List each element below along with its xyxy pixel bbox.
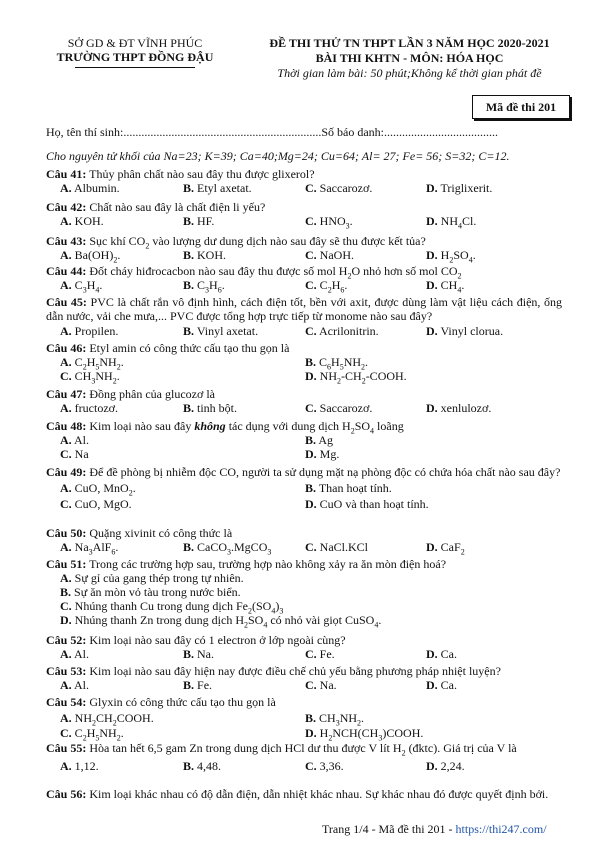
footer-link[interactable]: https://thi247.com/: [455, 822, 547, 836]
option-c[interactable]: C. NaOH.: [305, 248, 354, 262]
question-number: Câu 53:: [46, 664, 87, 678]
option-b[interactable]: B. Than hoạt tính.: [305, 481, 392, 495]
options-row: [46, 181, 562, 195]
option-c[interactable]: C. Acrilonitrin.: [305, 324, 379, 338]
question-52: [46, 633, 562, 661]
option-c[interactable]: C. Saccarozơ.: [305, 181, 373, 195]
options-row: [46, 711, 562, 728]
question-number: Câu 41:: [46, 167, 87, 181]
question-45: [46, 295, 562, 338]
question-number: Câu 48:: [46, 419, 87, 433]
option-b[interactable]: B. tinh bột.: [183, 401, 238, 415]
question-number: Câu 47:: [46, 387, 87, 401]
option-c[interactable]: C. Na: [60, 447, 89, 461]
option-b[interactable]: B. KOH.: [183, 248, 227, 262]
options-row: [46, 433, 562, 447]
option-b[interactable]: B. Ag: [305, 433, 334, 447]
atomic-masses: Cho nguyên tử khối của Na=23; K=39; Ca=40;Mg=24; Cu=64; Al= 27; Fe= 56; S=32; C=12.: [46, 149, 510, 163]
option-d[interactable]: D. xenlulozơ.: [426, 401, 492, 415]
question-text: PVC là chất rắn vô định hình, cách điện tốt, bền với axit, được dùng làm vật liệu cách điện, ống dẫn nước, vải che mưa,... PVC được tổng hợp trực tiếp từ monome nào sau đây?: [46, 295, 563, 323]
option-d[interactable]: D. Ca.: [426, 678, 458, 692]
question-number: Câu 49:: [46, 465, 87, 479]
option-a[interactable]: A. $Ba(OH)_2$.: [60, 248, 121, 265]
option-a[interactable]: A. $Na_3AlF_6$.: [60, 540, 119, 557]
option-a[interactable]: A. $NH_2CH_2COOH$.: [60, 711, 154, 728]
option-b[interactable]: B. Vinyl axetat.: [183, 324, 259, 338]
option-a[interactable]: A. 1,12.: [60, 759, 99, 773]
option-d[interactable]: D. $CH_4$.: [426, 278, 465, 295]
option-b[interactable]: B. $CH_3NH_2$.: [305, 711, 365, 728]
option-c[interactable]: C. NaCl.KCl: [305, 540, 369, 554]
exam-title: ĐỀ THI THỬ TN THPT LẦN 3 NĂM HỌC 2020-2021: [269, 36, 550, 50]
question-44: [46, 264, 562, 295]
options-row: [46, 647, 562, 661]
question-51: [46, 557, 562, 630]
question-text: Quặng xivinit có công thức là: [89, 526, 233, 540]
question-number: Câu 42:: [46, 200, 87, 214]
question-text: Để đề phòng bị nhiễm độc CO, người ta sử dụng mặt nạ phòng độc có chứa hóa chất nào sau đây?: [89, 465, 561, 479]
options-row: [46, 355, 562, 372]
options-row: [46, 678, 562, 692]
option-a[interactable]: A. fructozơ.: [60, 401, 118, 415]
option-d[interactable]: D. Mg.: [305, 447, 340, 461]
option-b[interactable]: B. Na.: [183, 647, 215, 661]
option-a[interactable]: A. Al.: [60, 433, 90, 447]
question-text: Glyxin có công thức cấu tạo thu gọn là: [89, 695, 276, 709]
option-d[interactable]: D. $H_2SO_4$.: [426, 248, 476, 265]
options-row: [46, 447, 562, 461]
option-d[interactable]: D. Nhúng thanh Zn trong dung dịch $H_2SO_4$ có nhỏ vài giọt CuSO$_4$.: [60, 613, 382, 630]
footer-page-info: Trang 1/4 - Mã đề thi 201 -: [322, 822, 456, 836]
option-d[interactable]: D. $NH_2-CH_2$-COOH.: [305, 369, 407, 386]
question-49: [46, 465, 562, 511]
option-d[interactable]: D. $NH_4Cl$.: [426, 214, 477, 231]
question-number: Câu 44:: [46, 264, 87, 278]
options-row: [46, 481, 562, 498]
option-a[interactable]: A. Propilen.: [60, 324, 119, 338]
option-c[interactable]: C. 3,36.: [305, 759, 344, 773]
options-row: [46, 401, 562, 415]
option-a[interactable]: A. CuO, MnO$_2$.: [60, 481, 136, 498]
question-text: Kim loại nào sau đây không tác dụng với dung dịch $H_2SO_4$ loãng: [89, 419, 404, 436]
option-a[interactable]: A. Al.: [60, 647, 90, 661]
option-c[interactable]: C. Fe.: [305, 647, 335, 661]
option-b[interactable]: B. 4,48.: [183, 759, 222, 773]
question-number: Câu 43:: [46, 234, 87, 248]
option-b[interactable]: B. HF.: [183, 214, 215, 228]
option-d[interactable]: D. Ca.: [426, 647, 458, 661]
option-a[interactable]: A. Sự gỉ của gang thép trong tự nhiên.: [60, 571, 244, 585]
option-d[interactable]: D. CuO và than hoạt tính.: [305, 497, 429, 511]
question-number: Câu 45:: [46, 295, 87, 309]
header-underline: [75, 67, 195, 68]
option-b[interactable]: B. Sự ăn mòn vỏ tàu trong nước biển.: [60, 585, 241, 599]
option-c[interactable]: C. $C_2H_5NH_2$.: [60, 726, 124, 743]
question-text: Đốt cháy hiđrocacbon nào sau đây thu được số mol $H_2O$ nhỏ hơn số mol $CO_2$: [89, 264, 462, 281]
candidate-name-field: Họ, tên thí sinh:..................................................................: [46, 125, 322, 139]
header-right: [232, 36, 587, 81]
question-text: Kim loại khác nhau có độ dẫn điện, dẫn nhiệt khác nhau. Sự khác nhau đó được quyết định bởi.: [89, 787, 549, 801]
question-48: [46, 419, 562, 461]
question-47: [46, 387, 562, 415]
question-42: [46, 200, 562, 231]
option-a[interactable]: A. Albumin.: [60, 181, 120, 195]
school-name: TRƯỜNG THPT ĐỒNG ĐẬU: [56, 50, 214, 64]
candidate-info: [46, 125, 498, 140]
option-b[interactable]: B. Fe.: [183, 678, 213, 692]
question-55: [46, 741, 562, 773]
options-row: [46, 540, 562, 557]
option-d[interactable]: D. Vinyl clorua.: [426, 324, 504, 338]
question-50: [46, 526, 562, 557]
options-row: [46, 726, 562, 743]
question-number: Câu 50:: [46, 526, 87, 540]
question-number: Câu 51:: [46, 557, 87, 571]
question-text: Hòa tan hết 6,5 gam Zn trong dung dịch HCl dư thu được V lít $H_2$ (đktc). Giá trị của V là: [89, 741, 517, 758]
option-c[interactable]: C. CuO, MgO.: [60, 497, 132, 511]
exam-time: Thời gian làm bài: 50 phút;Không kể thời gian phát đề: [277, 66, 542, 80]
options-row: [46, 759, 562, 773]
option-a[interactable]: A. $C_3H_4$.: [60, 278, 103, 295]
option-d[interactable]: D. 2,24.: [426, 759, 465, 773]
option-d[interactable]: D. CaF$_2$: [426, 540, 465, 557]
question-56: [46, 787, 562, 801]
exam-subject: BÀI THI KHTN - MÔN: HÓA HỌC: [315, 51, 504, 65]
option-b[interactable]: B. Etyl axetat.: [183, 181, 252, 195]
option-a[interactable]: A. Al.: [60, 678, 90, 692]
exam-code-box: Mã đề thi 201: [472, 95, 570, 119]
option-c[interactable]: C. $HNO_3$.: [305, 214, 353, 231]
question-number: Câu 55:: [46, 741, 87, 755]
question-number: Câu 54:: [46, 695, 87, 709]
options-row: [46, 324, 562, 338]
option-a[interactable]: A. KOH.: [60, 214, 104, 228]
question-number: Câu 56:: [46, 787, 87, 801]
option-d[interactable]: D. Triglixerit.: [426, 181, 493, 195]
question-text: Thủy phân chất nào sau đây thu được glixerol?: [89, 167, 315, 181]
options-row: [46, 248, 562, 265]
question-text: Kim loại nào sau đây hiện nay được điều chế chủ yếu bằng phương pháp nhiệt luyện?: [89, 664, 501, 678]
question-43: [46, 234, 562, 265]
option-c[interactable]: C. Nhúng thanh Cu trong dung dịch $Fe_2(SO_4)_3$: [60, 599, 284, 616]
header-left: [40, 36, 230, 68]
question-text: Trong các trường hợp sau, trường hợp nào không xảy ra ăn mòn điện hoá?: [89, 557, 447, 571]
options-row: [46, 278, 562, 295]
option-b[interactable]: B. CaCO$_3$.MgCO$_3$: [183, 540, 272, 557]
options-row: [46, 369, 562, 386]
page-footer: [322, 822, 547, 837]
question-number: Câu 52:: [46, 633, 87, 647]
option-c[interactable]: C. Saccarozơ.: [305, 401, 373, 415]
question-41: [46, 167, 562, 195]
option-b[interactable]: B. $C_3H_6$.: [183, 278, 225, 295]
department-name: SỞ GD & ĐT VĨNH PHÚC: [67, 36, 203, 50]
option-c[interactable]: C. Na.: [305, 678, 337, 692]
options-row: [46, 214, 562, 231]
question-54: [46, 695, 562, 743]
question-text: Chất nào sau đây là chất điện li yếu?: [89, 200, 266, 214]
option-c[interactable]: C. $CH_3NH_2$.: [60, 369, 120, 386]
option-a[interactable]: A. $C_2H_5NH_2$.: [60, 355, 124, 372]
candidate-id-field: Số báo danh:......................................: [321, 125, 499, 139]
question-text: Đồng phân của glucozơ là: [89, 387, 215, 401]
question-53: [46, 664, 562, 692]
options-row: [46, 497, 562, 511]
question-text: Etyl amin có công thức cấu tạo thu gọn là: [89, 341, 290, 355]
option-b[interactable]: B. $C_6H_5NH_2$.: [305, 355, 369, 372]
option-d[interactable]: D. $H_2NCH(CH_3)COOH$.: [305, 726, 424, 743]
question-text: Sục khí $CO_2$ vào lượng dư dung dịch nào sau đây sẽ thu được kết tủa?: [89, 234, 426, 251]
question-46: [46, 341, 562, 386]
question-text: Kim loại nào sau đây có 1 electron ở lớp ngoài cùng?: [89, 633, 346, 647]
option-c[interactable]: C. $C_2H_6$.: [305, 278, 348, 295]
question-number: Câu 46:: [46, 341, 87, 355]
